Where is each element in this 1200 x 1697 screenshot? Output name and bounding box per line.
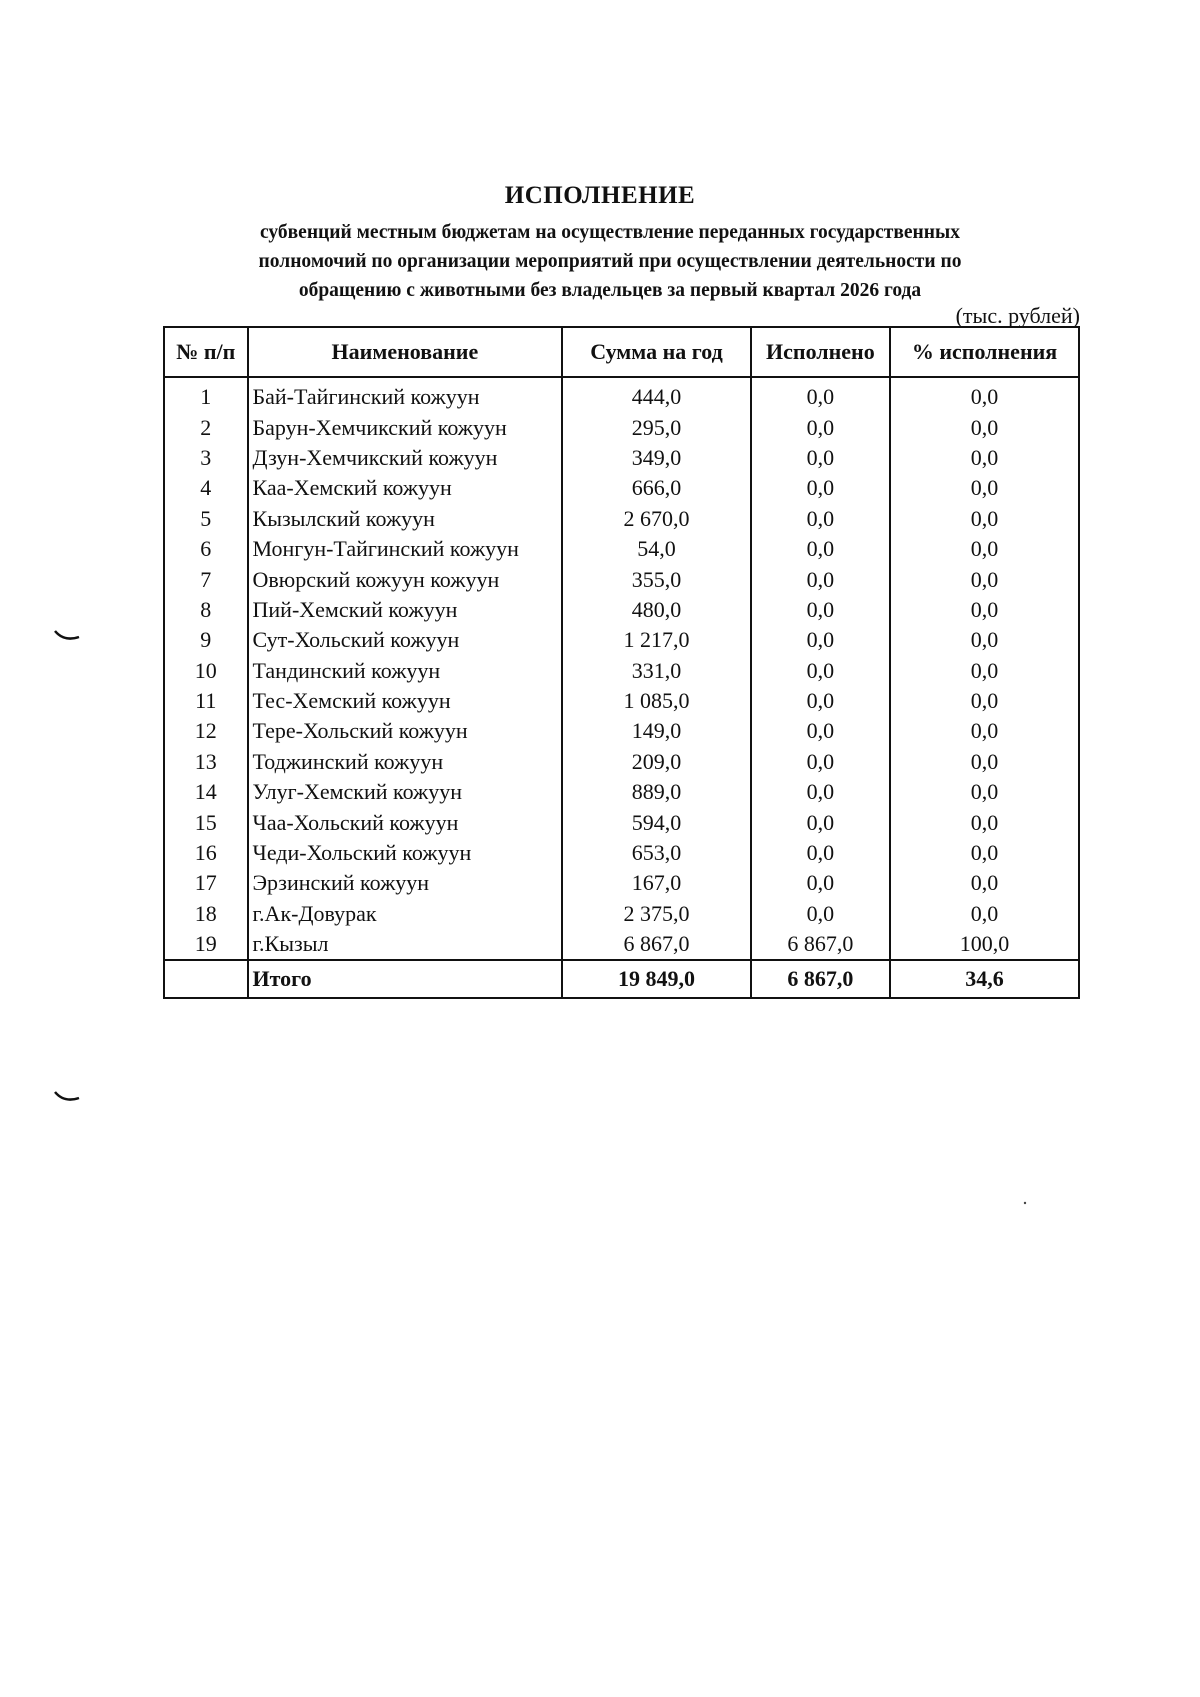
row-annual-sum: 889,0 — [562, 777, 750, 807]
total-percent: 34,6 — [890, 960, 1079, 998]
row-annual-sum: 666,0 — [562, 473, 750, 503]
row-percent: 0,0 — [890, 595, 1079, 625]
row-executed: 0,0 — [751, 534, 890, 564]
subtitle-line: полномочий по организации мероприятий при осуществлении деятельности по — [258, 251, 962, 272]
row-name: Сут-Хольский кожуун — [248, 625, 563, 655]
row-executed: 0,0 — [751, 595, 890, 625]
row-number: 10 — [164, 656, 248, 686]
row-percent: 0,0 — [890, 747, 1079, 777]
table-row — [164, 777, 1079, 807]
row-annual-sum: 1 085,0 — [562, 686, 750, 716]
row-number: 9 — [164, 625, 248, 655]
total-sum: 19 849,0 — [562, 960, 750, 998]
row-name: Кызылский кожуун — [248, 504, 563, 534]
row-annual-sum: 2 670,0 — [562, 504, 750, 534]
row-percent: 0,0 — [890, 838, 1079, 868]
total-label: Итого — [248, 960, 563, 998]
header-percent: % исполнения — [890, 327, 1079, 377]
row-executed: 0,0 — [751, 564, 890, 594]
table-row — [164, 686, 1079, 716]
document-title: ИСПОЛНЕНИЕ — [504, 182, 696, 209]
row-name: Пий-Хемский кожуун — [248, 595, 563, 625]
row-executed: 0,0 — [751, 716, 890, 746]
row-annual-sum: 1 217,0 — [562, 625, 750, 655]
row-number: 4 — [164, 473, 248, 503]
table-row — [164, 656, 1079, 686]
row-annual-sum: 349,0 — [562, 443, 750, 473]
row-percent: 0,0 — [890, 473, 1079, 503]
row-name: Тес-Хемский кожуун — [248, 686, 563, 716]
row-name: Тоджинский кожуун — [248, 747, 563, 777]
row-annual-sum: 6 867,0 — [562, 929, 750, 960]
row-name: Каа-Хемский кожуун — [248, 473, 563, 503]
row-executed: 0,0 — [751, 412, 890, 442]
row-executed: 0,0 — [751, 747, 890, 777]
row-percent: 0,0 — [890, 686, 1079, 716]
row-executed: 0,0 — [751, 899, 890, 929]
header-annual-sum: Сумма на год — [562, 327, 750, 377]
row-percent: 100,0 — [890, 929, 1079, 960]
subtitle-line: субвенций местным бюджетам на осуществление переданных государственных — [260, 222, 960, 243]
row-executed: 0,0 — [751, 443, 890, 473]
row-percent: 0,0 — [890, 377, 1079, 412]
row-percent: 0,0 — [890, 777, 1079, 807]
row-executed: 0,0 — [751, 625, 890, 655]
row-executed: 0,0 — [751, 377, 890, 412]
table-row — [164, 412, 1079, 442]
row-percent: 0,0 — [890, 564, 1079, 594]
table-row — [164, 747, 1079, 777]
row-number: 17 — [164, 868, 248, 898]
row-executed: 0,0 — [751, 656, 890, 686]
row-annual-sum: 355,0 — [562, 564, 750, 594]
row-annual-sum: 149,0 — [562, 716, 750, 746]
row-annual-sum: 444,0 — [562, 377, 750, 412]
row-number: 18 — [164, 899, 248, 929]
row-name: Эрзинский кожуун — [248, 868, 563, 898]
row-number: 11 — [164, 686, 248, 716]
row-executed: 6 867,0 — [751, 929, 890, 960]
row-name: Дзун-Хемчикский кожуун — [248, 443, 563, 473]
row-name: Барун-Хемчикский кожуун — [248, 412, 563, 442]
table-row — [164, 868, 1079, 898]
row-name: Тере-Хольский кожуун — [248, 716, 563, 746]
row-name: Чаа-Хольский кожуун — [248, 807, 563, 837]
row-number: 2 — [164, 412, 248, 442]
row-percent: 0,0 — [890, 504, 1079, 534]
scan-mark-icon — [52, 628, 82, 644]
row-annual-sum: 480,0 — [562, 595, 750, 625]
row-number: 8 — [164, 595, 248, 625]
table-header-row — [164, 327, 1079, 377]
row-annual-sum: 2 375,0 — [562, 899, 750, 929]
row-number: 16 — [164, 838, 248, 868]
row-number: 12 — [164, 716, 248, 746]
row-name: Монгун-Тайгинский кожуун — [248, 534, 563, 564]
table-row — [164, 716, 1079, 746]
row-number: 19 — [164, 929, 248, 960]
row-annual-sum: 653,0 — [562, 838, 750, 868]
row-name: Улуг-Хемский кожуун — [248, 777, 563, 807]
table-row — [164, 377, 1079, 412]
header-executed: Исполнено — [751, 327, 890, 377]
row-executed: 0,0 — [751, 868, 890, 898]
row-number: 3 — [164, 443, 248, 473]
row-percent: 0,0 — [890, 534, 1079, 564]
row-executed: 0,0 — [751, 777, 890, 807]
table-row — [164, 838, 1079, 868]
row-annual-sum: 594,0 — [562, 807, 750, 837]
row-name: г.Ак-Довурак — [248, 899, 563, 929]
row-executed: 0,0 — [751, 686, 890, 716]
row-percent: 0,0 — [890, 899, 1079, 929]
row-annual-sum: 209,0 — [562, 747, 750, 777]
row-executed: 0,0 — [751, 504, 890, 534]
row-percent: 0,0 — [890, 716, 1079, 746]
row-annual-sum: 295,0 — [562, 412, 750, 442]
row-number: 5 — [164, 504, 248, 534]
table-row — [164, 504, 1079, 534]
row-name: Овюрский кожуун кожуун — [248, 564, 563, 594]
row-number: 1 — [164, 377, 248, 412]
row-name: Тандинский кожуун — [248, 656, 563, 686]
row-percent: 0,0 — [890, 807, 1079, 837]
row-percent: 0,0 — [890, 625, 1079, 655]
table-row — [164, 899, 1079, 929]
execution-table — [163, 326, 1080, 999]
table-row — [164, 473, 1079, 503]
table-row — [164, 564, 1079, 594]
row-number: 6 — [164, 534, 248, 564]
table-row — [164, 534, 1079, 564]
table-row — [164, 443, 1079, 473]
scan-dot-icon — [1022, 1200, 1028, 1206]
row-annual-sum: 167,0 — [562, 868, 750, 898]
row-executed: 0,0 — [751, 838, 890, 868]
row-percent: 0,0 — [890, 868, 1079, 898]
row-number: 7 — [164, 564, 248, 594]
row-annual-sum: 54,0 — [562, 534, 750, 564]
row-executed: 0,0 — [751, 473, 890, 503]
header-name: Наименование — [248, 327, 563, 377]
row-name: Бай-Тайгинский кожуун — [248, 377, 563, 412]
document-subtitle — [200, 218, 1020, 305]
row-name: Чеди-Хольский кожуун — [248, 838, 563, 868]
row-name: г.Кызыл — [248, 929, 563, 960]
row-number: 13 — [164, 747, 248, 777]
subtitle-line: обращению с животными без владельцев за первый квартал 2026 года — [298, 280, 922, 301]
total-executed: 6 867,0 — [751, 960, 890, 998]
scan-mark-icon — [52, 1089, 82, 1105]
row-percent: 0,0 — [890, 412, 1079, 442]
row-number: 14 — [164, 777, 248, 807]
row-percent: 0,0 — [890, 443, 1079, 473]
row-percent: 0,0 — [890, 656, 1079, 686]
table-row — [164, 929, 1079, 960]
total-number-cell — [164, 960, 248, 998]
table-row — [164, 807, 1079, 837]
header-number: № п/п — [164, 327, 248, 377]
units-label: (тыс. рублей) — [955, 303, 1080, 328]
row-number: 15 — [164, 807, 248, 837]
table-row — [164, 595, 1079, 625]
row-annual-sum: 331,0 — [562, 656, 750, 686]
table-row — [164, 625, 1079, 655]
row-executed: 0,0 — [751, 807, 890, 837]
table-total-row — [164, 960, 1079, 998]
